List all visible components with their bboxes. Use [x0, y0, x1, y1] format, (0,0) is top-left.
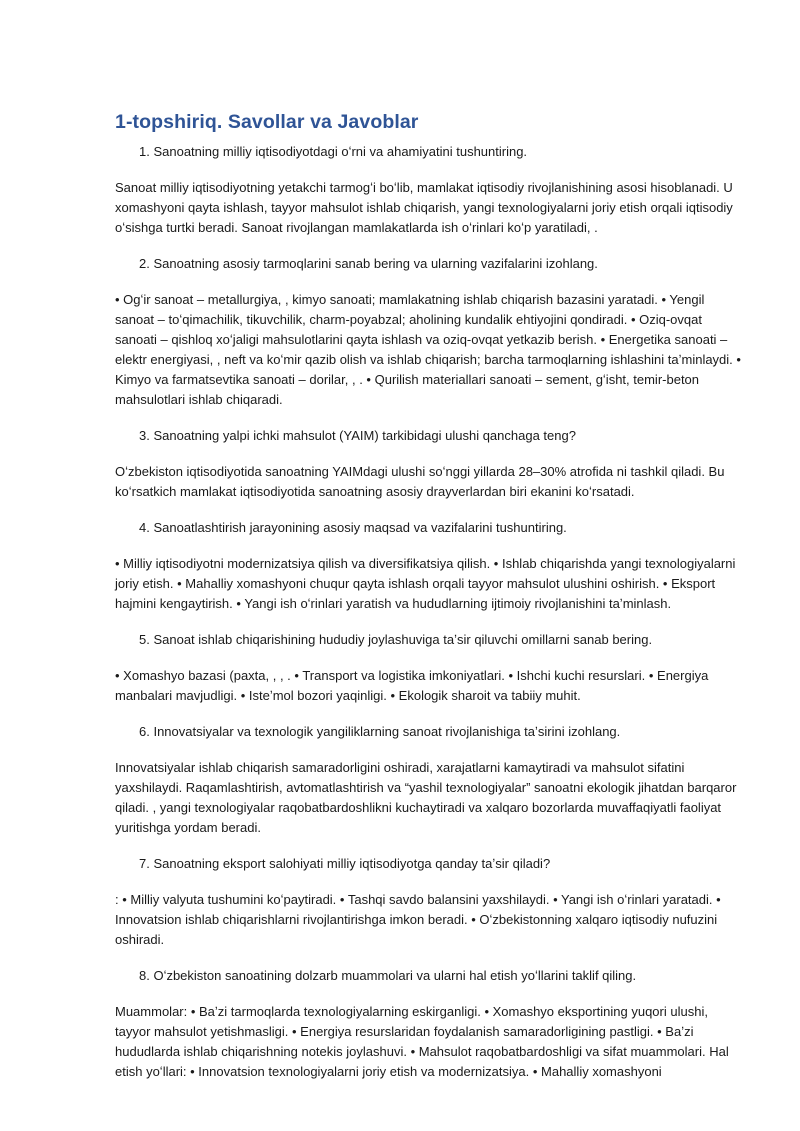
question-3: 3. Sanoatning yalpi ichki mahsulot (YAIM) tarkibidagi ulushi qanchaga teng? [139, 428, 576, 443]
answer-7: : • Milliy valyuta tushumini koʻpaytiradi. • Tashqi savdo balansini yaxshilaydi. • Yangi ish oʻrinlari yaratadi. • Innovatsion ishlab chiqarishlarni rivojlantirishga imkon beradi. • Oʻzbekistonning xalqaro iqtisodiy nufuzini oshiradi. [115, 892, 721, 947]
answer-5: • Xomashyo bazasi (paxta, , , . • Transport va logistika imkoniyatlari. • Ishchi kuchi resurslari. • Energiya manbalari mavjudligi. • Isteʼmol bozori yaqinligi. • Ekologik sharoit va tabiiy muhit. [115, 668, 709, 703]
question-7: 7. Sanoatning eksport salohiyati milliy iqtisodiyotga qanday taʼsir qiladi? [139, 856, 551, 871]
document-title: 1-topshiriq. Savollar va Javoblar [115, 111, 419, 133]
answer-1: Sanoat milliy iqtisodiyotning yetakchi tarmogʻi boʻlib, mamlakat iqtisodiy rivojlanishining asosi hisoblanadi. U xomashyoni qayta ishlash, tayyor mahsulot ishlab chiqarish, yangi texnologiyalarni joriy etish orqali iqtisodiy oʻsishga turtki beradi. Sanoat rivojlangan mamlakatlarda ish oʻrinlari koʻp yaratiladi, . [115, 180, 733, 235]
answer-4: • Milliy iqtisodiyotni modernizatsiya qilish va diversifikatsiya qilish. • Ishlab chiqarishda yangi texnologiyalarni joriy etish. • Mahalliy xomashyoni chuqur qayta ishlash orqali tayyor mahsulot ulushini oshirish. • Eksport hajmini kengaytirish. • Yangi ish oʻrinlari yaratish va hududlarning ijtimoiy rivojlanishini taʼminlash. [115, 556, 736, 611]
answer-6: Innovatsiyalar ishlab chiqarish samaradorligini oshiradi, xarajatlarni kamaytiradi va mahsulot sifatini yaxshilaydi. Raqamlashtirish, avtomatlashtirish va “yashil texnologiyalar” sanoatni ekologik jihatdan barqaror qiladi. , yangi texnologiyalar raqobatbardoshlikni kuchaytiradi va xalqaro bozorlarda muvaffaqiyatli faoliyat yuritishga yordam beradi. [115, 760, 737, 835]
answer-3: Oʻzbekiston iqtisodiyotida sanoatning YAIMdagi ulushi soʻnggi yillarda 28–30% atrofida ni tashkil qiladi. Bu koʻrsatkich mamlakat iqtisodiyotida sanoatning asosiy drayverlardan biri ekanini koʻrsatadi. [115, 464, 725, 499]
question-1: 1. Sanoatning milliy iqtisodiyotdagi oʻrni va ahamiyatini tushuntiring. [139, 144, 528, 159]
answer-2: • Ogʻir sanoat – metallurgiya, , kimyo sanoati; mamlakatning ishlab chiqarish bazasini yaratadi. • Yengil sanoat – toʻqimachilik, tikuvchilik, charm-poyabzal; aholining kundalik ehtiyojini qondiradi. • Oziq-ovqat sanoati – qishloq xoʻjaligi mahsulotlarini qayta ishlash va oziq-ovqat yetkazib berish. • Energetika sanoati – elektr energiyasi, , neft va koʻmir qazib olish va ishlab chiqarish; barcha tarmoqlarning ishlashini taʼminlaydi. • Kimyo va farmatsevtika sanoati – dorilar, , . • Qurilish materiallari sanoati – sement, gʻisht, temir-beton mahsulotlari ishlab chiqaradi. [115, 292, 741, 407]
answer-8: Muammolar: • Baʼzi tarmoqlarda texnologiyalarning eskirganligi. • Xomashyo eksportining yuqori ulushi, tayyor mahsulot yetishmasligi. • Energiya resurslaridan foydalanish samaradorligining pastligi. • Baʼzi hududlarda ishlab chiqarishning notekis joylashuvi. • Mahsulot raqobatbardoshligi va sifat muammolari. Hal etish yoʻllari: • Innovatsion texnologiyalarni joriy etish va modernizatsiya. • Mahalliy xomashyoni [115, 1004, 729, 1079]
document-page [115, 108, 745, 1098]
question-5: 5. Sanoat ishlab chiqarishining hududiy joylashuviga taʼsir qiluvchi omillarni sanab bering. [139, 632, 653, 647]
question-4: 4. Sanoatlashtirish jarayonining asosiy maqsad va vazifalarini tushuntiring. [139, 520, 567, 535]
question-2: 2. Sanoatning asosiy tarmoqlarini sanab bering va ularning vazifalarini izohlang. [139, 256, 598, 271]
question-6: 6. Innovatsiyalar va texnologik yangiliklarning sanoat rivojlanishiga taʼsirini izohlang. [139, 724, 621, 739]
question-8: 8. Oʻzbekiston sanoatining dolzarb muammolari va ularni hal etish yoʻllarini taklif qiling. [139, 968, 637, 983]
